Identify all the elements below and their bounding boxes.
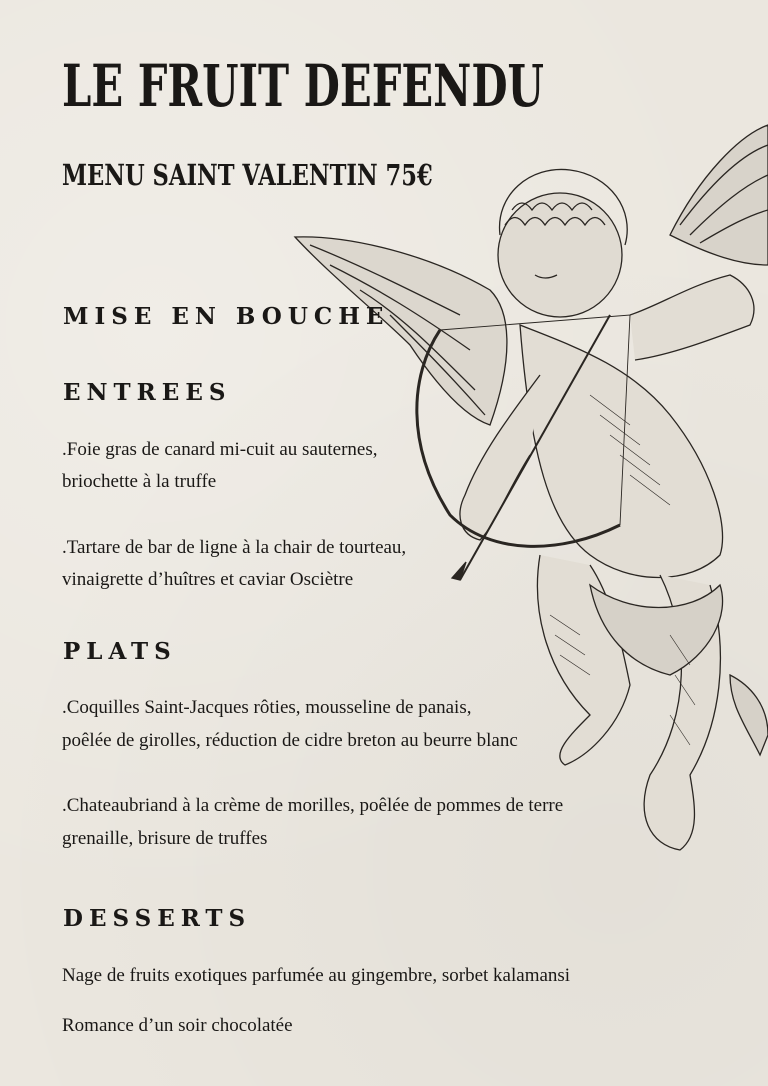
section-heading-mise-en-bouche: MISE EN BOUCHE (63, 303, 390, 330)
section-heading-entrees: ENTREES (63, 379, 232, 406)
cupid-with-bow-icon (290, 115, 768, 875)
menu-item-line: briochette à la truffe (62, 471, 217, 492)
menu-item-line: Romance d’un soir chocolatée (62, 1015, 293, 1036)
menu-item-line: .Foie gras de canard mi-cuit au sauternes, (62, 439, 378, 460)
menu-item-line: grenaille, brisure de truffes (62, 828, 268, 849)
menu-item-line: vinaigrette d’huîtres et caviar Osciètre (62, 569, 354, 590)
menu-item-line: Nage de fruits exotiques parfumée au gingembre, sorbet kalamansi (62, 965, 571, 986)
menu-subtitle: MENU SAINT VALENTIN 75€ (62, 158, 433, 192)
section-heading-desserts: DESSERTS (63, 905, 252, 932)
menu-item-line: .Coquilles Saint-Jacques rôties, mousseline de panais, (62, 697, 472, 718)
menu-item-line: .Tartare de bar de ligne à la chair de tourteau, (62, 537, 407, 558)
menu-item-line: poêlée de girolles, réduction de cidre breton au beurre blanc (62, 730, 518, 751)
restaurant-title: LE FRUIT DEFENDU (62, 52, 544, 120)
menu-item-line: .Chateaubriand à la crème de morilles, poêlée de pommes de terre (62, 795, 564, 816)
section-heading-plats: PLATS (63, 638, 177, 665)
